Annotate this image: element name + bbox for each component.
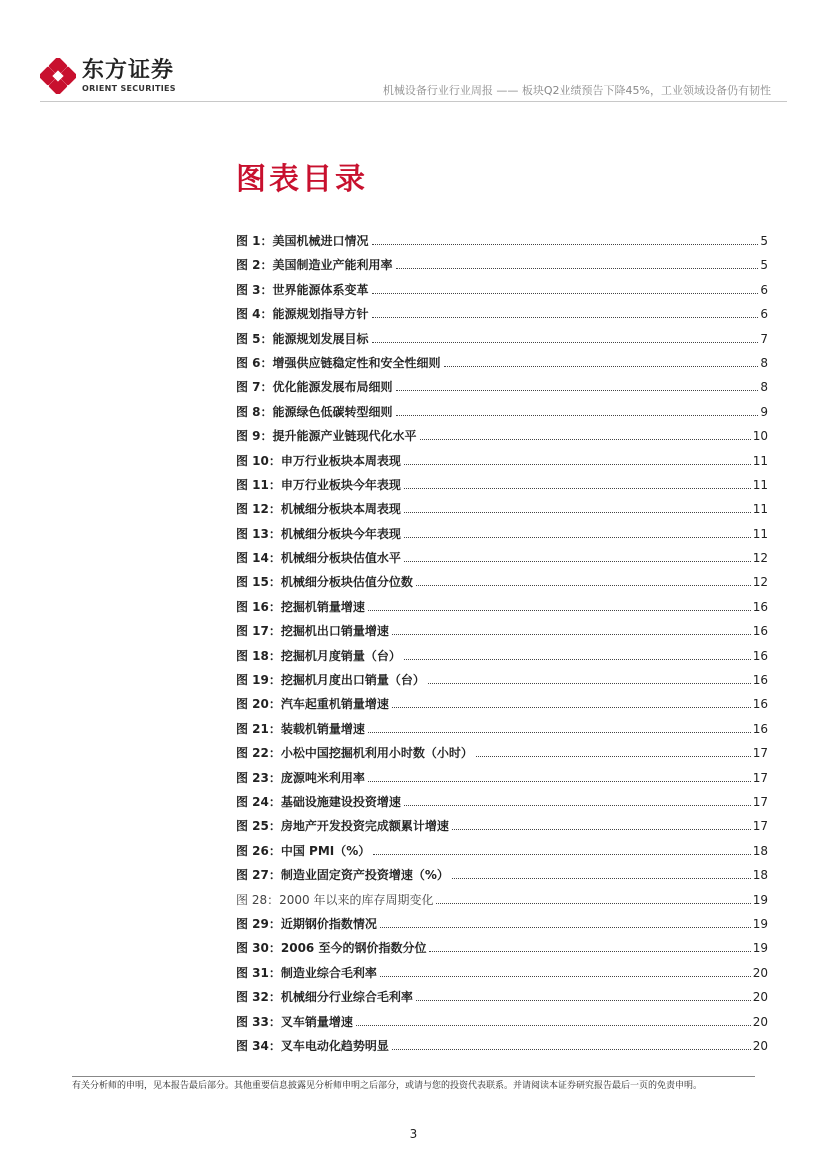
- toc-entry-label[interactable]: 图 27：制造业固定资产投资增速（%）: [236, 868, 449, 883]
- toc-entry[interactable]: [236, 987, 768, 1011]
- toc-entry-label[interactable]: 图 21：装载机销量增速: [236, 721, 365, 736]
- toc-entry[interactable]: [236, 768, 768, 792]
- toc-entry-label[interactable]: 图 6：增强供应链稳定性和安全性细则: [236, 355, 441, 370]
- toc-dot-leader: [372, 244, 759, 245]
- logo-english-name: ORIENT SECURITIES: [82, 84, 176, 93]
- toc-entry[interactable]: [236, 231, 768, 255]
- toc-entry-label[interactable]: 图 9：提升能源产业链现代化水平: [236, 429, 417, 444]
- toc-dot-leader: [392, 707, 751, 708]
- toc-entry[interactable]: [236, 548, 768, 572]
- toc-entry-page[interactable]: 8: [760, 380, 768, 395]
- toc-entry[interactable]: [236, 694, 768, 718]
- toc-entry-label[interactable]: 图 34：叉车电动化趋势明显: [236, 1038, 389, 1053]
- toc-entry-label[interactable]: 图 31：制造业综合毛利率: [236, 965, 377, 980]
- toc-dot-leader: [416, 1000, 751, 1001]
- toc-entry[interactable]: [236, 524, 768, 548]
- toc-entry-label[interactable]: 图 10：申万行业板块本周表现: [236, 453, 401, 468]
- toc-entry[interactable]: [236, 451, 768, 475]
- toc-dot-leader: [404, 805, 751, 806]
- toc-dot-leader: [436, 903, 750, 904]
- toc-entry-page[interactable]: 9: [760, 404, 768, 419]
- toc-entry-label[interactable]: 图 29：近期钢价指数情况: [236, 916, 377, 931]
- toc-entry[interactable]: [236, 719, 768, 743]
- toc-entry-label[interactable]: 图 28：2000 年以来的库存周期变化: [236, 892, 434, 907]
- toc-entry-page[interactable]: 11: [752, 453, 768, 468]
- toc-entry-label[interactable]: 图 3：世界能源体系变革: [236, 282, 369, 297]
- footer-divider: [72, 1076, 755, 1077]
- toc-dot-leader: [396, 390, 759, 391]
- toc-entry-page[interactable]: 12: [752, 551, 768, 566]
- toc-entry[interactable]: [236, 353, 768, 377]
- toc-entry-label[interactable]: 图 18：挖掘机月度销量（台）: [236, 648, 401, 663]
- toc-entry[interactable]: [236, 280, 768, 304]
- toc-entry-page[interactable]: 16: [752, 697, 768, 712]
- toc-entry-page[interactable]: 11: [752, 526, 768, 541]
- page-number: 3: [409, 1127, 418, 1141]
- toc-entry-page[interactable]: 19: [752, 916, 768, 931]
- toc-entry-label[interactable]: 图 7：优化能源发展布局细则: [236, 380, 393, 395]
- toc-entry[interactable]: [236, 621, 768, 645]
- toc-entry-page[interactable]: 7: [760, 331, 768, 346]
- toc-entry-label[interactable]: 图 12：机械细分板块本周表现: [236, 502, 401, 517]
- toc-entry-page[interactable]: 5: [760, 234, 768, 248]
- toc-dot-leader: [372, 293, 759, 294]
- toc-entry[interactable]: [236, 377, 768, 401]
- toc-entry-page[interactable]: 10: [752, 429, 768, 444]
- toc-entry-page[interactable]: 19: [752, 941, 768, 956]
- toc-dot-leader: [404, 659, 751, 660]
- toc-entry-page[interactable]: 6: [760, 282, 768, 297]
- toc-entry[interactable]: [236, 938, 768, 962]
- toc-entry-page[interactable]: 16: [752, 599, 768, 614]
- toc-entry-page[interactable]: 16: [752, 673, 768, 688]
- toc-entry-page[interactable]: 17: [752, 746, 768, 761]
- toc-entry-label[interactable]: 图 33：叉车销量增速: [236, 1014, 353, 1029]
- toc-entry-label[interactable]: 图 15：机械细分板块估值分位数: [236, 575, 413, 590]
- toc-dot-leader: [416, 585, 751, 586]
- toc-entry[interactable]: [236, 670, 768, 694]
- toc-entry-page[interactable]: 20: [752, 1014, 768, 1029]
- toc-entry-label[interactable]: 图 24：基础设施建设投资增速: [236, 794, 401, 809]
- toc-dot-leader: [396, 415, 759, 416]
- toc-dot-leader: [392, 1049, 751, 1050]
- toc-entry[interactable]: [236, 255, 768, 279]
- toc-entry-label[interactable]: 图 30：2006 至今的钢价指数分位: [236, 941, 427, 956]
- toc-entry[interactable]: [236, 426, 768, 450]
- toc-dot-leader: [372, 317, 759, 318]
- toc-entry-page[interactable]: 17: [752, 819, 768, 834]
- toc-entry[interactable]: [236, 816, 768, 840]
- toc-dot-leader: [452, 878, 751, 879]
- toc-dot-leader: [380, 976, 751, 977]
- toc-dot-leader: [404, 561, 751, 562]
- toc-entry[interactable]: [236, 792, 768, 816]
- toc-entry[interactable]: [236, 402, 768, 426]
- toc-entry-label[interactable]: 图 19：挖掘机月度出口销量（台）: [236, 673, 425, 688]
- toc-dot-leader: [368, 781, 751, 782]
- toc-entry-page[interactable]: 17: [752, 770, 768, 785]
- toc-dot-leader: [380, 927, 751, 928]
- toc-entry-page[interactable]: 20: [752, 1038, 768, 1053]
- toc-dot-leader: [404, 464, 751, 465]
- toc-entry-label[interactable]: 图 17：挖掘机出口销量增速: [236, 624, 389, 639]
- toc-entry-page[interactable]: 12: [752, 575, 768, 590]
- toc-entry-label[interactable]: 图 11：申万行业板块今年表现: [236, 477, 401, 492]
- toc-entry[interactable]: [236, 914, 768, 938]
- toc-entry-label[interactable]: 图 13：机械细分板块今年表现: [236, 526, 401, 541]
- toc-entry-page[interactable]: 18: [752, 868, 768, 883]
- toc-dot-leader: [404, 488, 751, 489]
- toc-entry[interactable]: [236, 646, 768, 670]
- toc-dot-leader: [476, 756, 751, 757]
- toc-dot-leader: [429, 951, 750, 952]
- toc-dot-leader: [420, 439, 751, 440]
- toc-entry-page[interactable]: 16: [752, 648, 768, 663]
- toc-dot-leader: [428, 683, 751, 684]
- toc-entry[interactable]: [236, 841, 768, 865]
- toc-entry-label[interactable]: 图 20：汽车起重机销量增速: [236, 697, 389, 712]
- toc-entry-page[interactable]: 17: [752, 794, 768, 809]
- toc-entry-page[interactable]: 8: [760, 355, 768, 370]
- toc-entry-page[interactable]: 11: [752, 477, 768, 492]
- toc-entry-label[interactable]: 图 4：能源规划指导方针: [236, 307, 369, 322]
- toc-entry-label[interactable]: 图 5：能源规划发展目标: [236, 331, 369, 346]
- toc-dot-leader: [368, 732, 751, 733]
- toc-entry-label[interactable]: 图 2：美国制造业产能利用率: [236, 258, 393, 273]
- toc-dot-leader: [392, 634, 751, 635]
- toc-entry-page[interactable]: 19: [752, 892, 768, 907]
- toc-entry-label[interactable]: 图 22：小松中国挖掘机利用小时数（小时）: [236, 746, 473, 761]
- toc-entry-page[interactable]: 16: [752, 624, 768, 639]
- toc-entry[interactable]: [236, 743, 768, 767]
- toc-entry-label[interactable]: 图 26：中国 PMI（%）: [236, 843, 371, 858]
- toc-dot-leader: [452, 829, 751, 830]
- toc-entry[interactable]: [236, 865, 768, 889]
- toc-entry[interactable]: [236, 963, 768, 987]
- report-title: 机械设备行业行业周报 —— 板块Q2业绩预告下降45%，工业领域设备仍有韧性: [382, 84, 771, 97]
- toc-entry-page[interactable]: 16: [752, 721, 768, 736]
- toc-entry-label[interactable]: 图 8：能源绿色低碳转型细则: [236, 404, 393, 419]
- toc-entry-label[interactable]: 图 23：庞源吨米利用率: [236, 770, 365, 785]
- toc-entry-page[interactable]: 5: [760, 258, 768, 273]
- toc-entry[interactable]: [236, 329, 768, 353]
- toc-entry[interactable]: [236, 597, 768, 621]
- toc-entry[interactable]: [236, 304, 768, 328]
- toc-entry-page[interactable]: 20: [752, 990, 768, 1005]
- toc-entry-page[interactable]: 20: [752, 965, 768, 980]
- toc-heading: 图表目录: [236, 162, 368, 197]
- toc-entry-page[interactable]: 11: [752, 502, 768, 517]
- toc-entry-label[interactable]: 图 14：机械细分板块估值水平: [236, 551, 401, 566]
- toc-dot-leader: [444, 366, 759, 367]
- toc-entry-label[interactable]: 图 32：机械细分行业综合毛利率: [236, 990, 413, 1005]
- toc-dot-leader: [404, 512, 751, 513]
- toc-list: [236, 231, 768, 1060]
- toc-entry[interactable]: [236, 475, 768, 499]
- toc-entry[interactable]: [236, 499, 768, 523]
- toc-dot-leader: [368, 610, 751, 611]
- company-logo: [40, 58, 180, 94]
- toc-entry[interactable]: [236, 1012, 768, 1036]
- toc-dot-leader: [356, 1025, 751, 1026]
- toc-entry-page[interactable]: 18: [752, 843, 768, 858]
- toc-entry-label[interactable]: 图 1：美国机械进口情况: [236, 234, 369, 248]
- footer-disclaimer: 有关分析师的申明，见本报告最后部分。其他重要信息披露见分析师申明之后部分，或请与您的投资代表联系。并请阅读本证券研究报告最后一页的免责申明。: [72, 1081, 703, 1091]
- toc-entry-label[interactable]: 图 16：挖掘机销量增速: [236, 599, 365, 614]
- header-divider: [40, 101, 787, 102]
- toc-entry[interactable]: [236, 572, 768, 596]
- toc-dot-leader: [373, 854, 750, 855]
- toc-dot-leader: [404, 537, 751, 538]
- toc-entry-page[interactable]: 6: [760, 307, 768, 322]
- orient-securities-logo-icon: [40, 58, 76, 94]
- toc-dot-leader: [372, 342, 759, 343]
- toc-dot-leader: [396, 268, 759, 269]
- logo-chinese-name: 东方证券: [82, 58, 175, 83]
- toc-entry-label[interactable]: 图 25：房地产开发投资完成额累计增速: [236, 819, 449, 834]
- toc-entry[interactable]: [236, 890, 768, 914]
- toc-entry[interactable]: [236, 1036, 768, 1060]
